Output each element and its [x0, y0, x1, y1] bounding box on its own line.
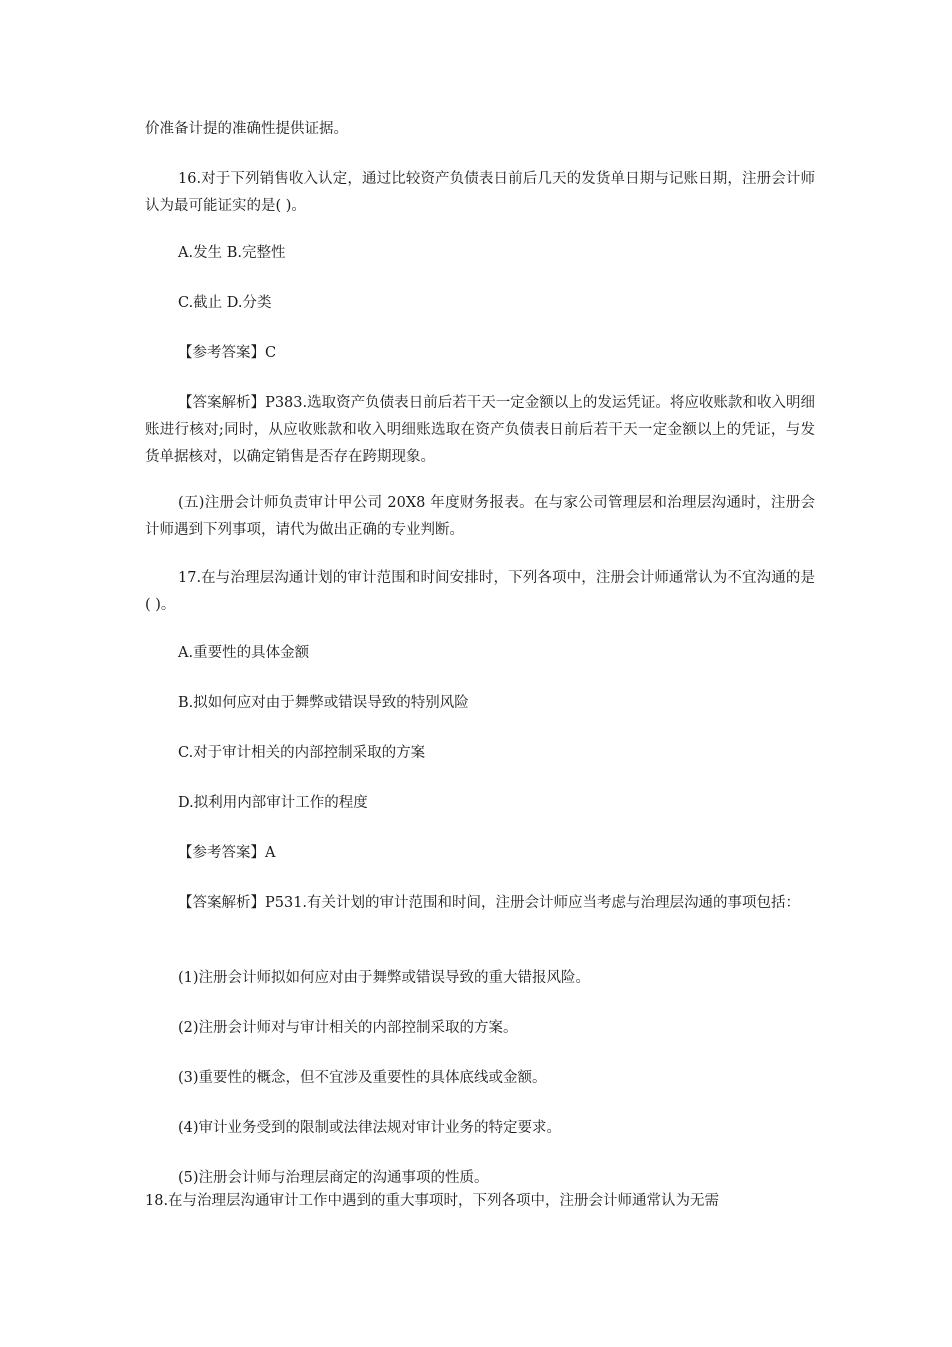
question-18: 18.在与治理层沟通审计工作中遇到的重大事项时，下列各项中，注册会计师通常认为无需	[145, 1193, 720, 1209]
question-17-answer: 【参考答案】A	[178, 845, 276, 861]
question-17-option-c: C.对于审计相关的内部控制采取的方案	[178, 745, 426, 761]
section-5-intro: (五)注册会计师负责审计甲公司 20X8 年度财务报表。在与家公司管理层和治理层沟通时，注册会计师遇到下列事项，请代为做出正确的专业判断。	[145, 495, 815, 538]
question-16-options-ab: A.发生 B.完整性	[178, 245, 286, 261]
explanation-item-5: (5)注册会计师与治理层商定的沟通事项的性质。	[178, 1170, 489, 1186]
question-17: 17.在与治理层沟通计划的审计范围和时间安排时，下列各项中，注册会计师通常认为不宜沟通的是( )。	[145, 570, 815, 613]
question-16-answer: 【参考答案】C	[178, 345, 277, 361]
question-16-explanation: 【答案解析】P383.选取资产负债表日前后若干天一定金额以上的发运凭证。将应收账款和收入明细账进行核对;同时，从应收账款和收入明细账选取在资产负债表日前后若干天一定金额以上的凭证，与发货单据核对，以确定销售是否存在跨期现象。	[145, 395, 815, 465]
paragraph-continuation: 价准备计提的准确性提供证据。	[145, 121, 348, 137]
explanation-item-3: (3)重要性的概念，但不宜涉及重要性的具体底线或金额。	[178, 1070, 547, 1086]
explanation-item-1: (1)注册会计师拟如何应对由于舞弊或错误导致的重大错报风险。	[178, 970, 591, 986]
question-17-option-d: D.拟利用内部审计工作的程度	[178, 795, 368, 811]
explanation-item-4: (4)审计业务受到的限制或法律法规对审计业务的特定要求。	[178, 1120, 562, 1136]
question-17-option-a: A.重要性的具体金额	[178, 645, 310, 661]
question-17-explanation: 【答案解析】P531.有关计划的审计范围和时间，注册会计师应当考虑与治理层沟通的事项包括：	[178, 895, 801, 911]
question-16-options-cd: C.截止 D.分类	[178, 295, 272, 311]
question-17-option-b: B.拟如何应对由于舞弊或错误导致的特别风险	[178, 695, 469, 711]
explanation-item-2: (2)注册会计师对与审计相关的内部控制采取的方案。	[178, 1020, 518, 1036]
question-16: 16.对于下列销售收入认定，通过比较资产负债表日前后几天的发货单日期与记账日期，注册会计师认为最可能证实的是( )。	[145, 171, 815, 214]
